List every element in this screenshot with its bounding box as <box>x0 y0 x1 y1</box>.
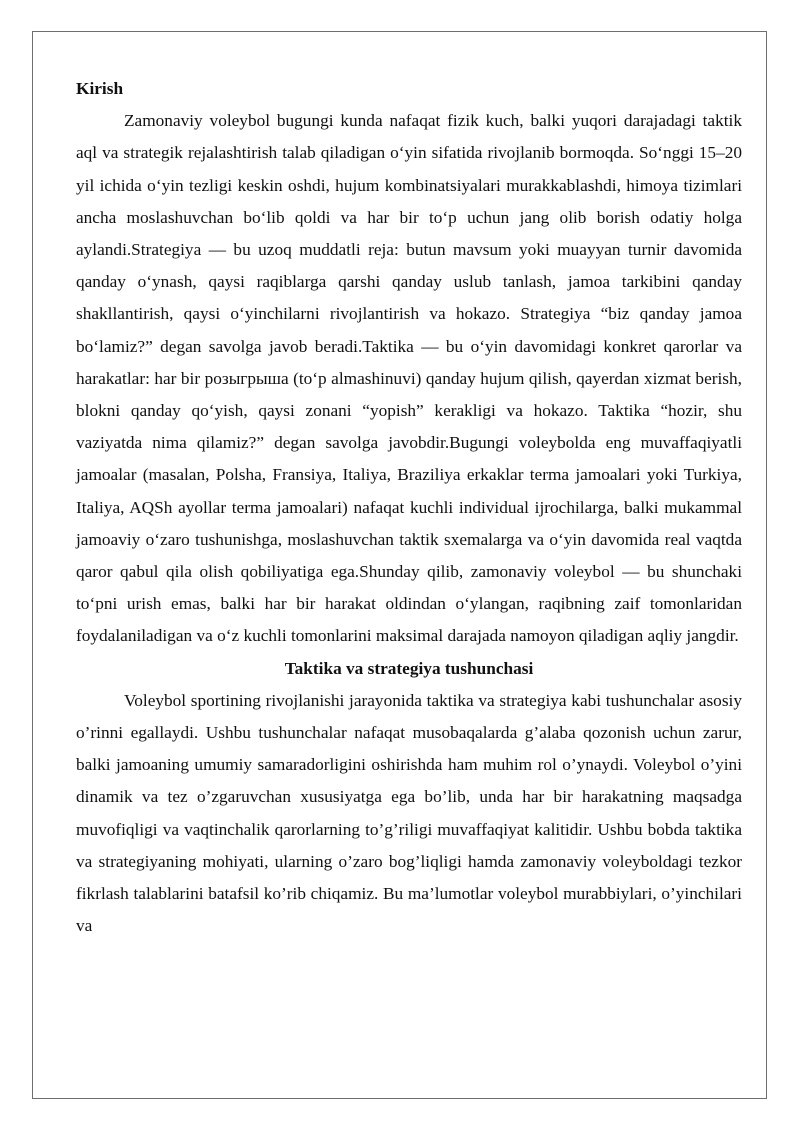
section-heading-kirish: Kirish <box>76 79 124 98</box>
paragraph-intro: Zamonaviy voleybol bugungi kunda nafaqat fizik kuch, balki yuqori darajadagi taktik aql va strategik rejalashtirish talab qiladigan o‘yin sifatida rivojlanib bormoqda. So‘nggi 15–20 yil ichida o‘yin tezligi keskin oshdi, hujum kombinatsiyalari murakkablashdi, himoya tizimlari ancha moslashuvchan bo‘lib qoldi va har bir to‘p uchun jang olib borish odatiy holga aylandi.Strategiya — bu uzoq muddatli reja: butun mavsum yoki muayyan turnir davomida qanday o‘ynash, qaysi raqiblarga qarshi qanday uslub tanlash, jamoa tarkibini qanday shakllantirish, qaysi o‘yinchilarni rivojlantirish va hokazo. Strategiya “biz qanday jamoa bo‘lamiz?” degan savolga javob beradi.Taktika — bu o‘yin davomidagi konkret qarorlar va harakatlar: har bir розыгрыша (to‘p almashinuvi) qanday hujum qilish, qayerdan xizmat berish, blokni qanday qo‘yish, qaysi zonani “yopish” kerakligi va hokazo. Taktika “hozir, shu vaziyatda nima qilamiz?” degan savolga javobdir.Bugungi voleybolda eng muvaffaqiyatli jamoalar (masalan, Polsha, Fransiya, Italiya, Braziliya erkaklar terma jamoalari yoki Turkiya, Italiya, AQSh ayollar terma jamoalari) nafaqat kuchli individual ijrochilarga, balki mukammal jamoaviy o‘zaro tushunishga, moslashuvchan taktik sxemalarga va o‘yin davomida real vaqtda qaror qabul qila olish qobiliyatiga ega.Shunday qilib, zamonaviy voleybol — bu shunchaki to‘pni urish emas, balki har bir harakat oldindan o‘ylangan, raqibning zaif tomonlaridan foydalaniladigan va o‘z kuchli tomonlarini maksimal darajada namoyon qiladigan aqliy jangdir. <box>76 111 742 646</box>
document-body <box>76 73 742 942</box>
document-page <box>32 31 767 1099</box>
section-heading-taktika: Taktika va strategiya tushunchasi <box>284 658 534 678</box>
paragraph-taktika: Voleybol sportining rivojlanishi jarayonida taktika va strategiya kabi tushunchalar asosiy o’rinni egallaydi. Ushbu tushunchalar nafaqat musobaqalarda g’alaba qozonish uchun zarur, balki jamoaning umumiy samaradorligini oshirishda ham muhim rol o’ynaydi. Voleybol o’yini dinamik va tez o’zgaruvchan xususiyatga ega bo’lib, unda har bir harakatning maqsadga muvofiqligi va vaqtinchalik qarorlarning to’g’riligi muvaffaqiyat kalitidir. Ushbu bobda taktika va strategiyaning mohiyati, ularning o’zaro bog’liqligi hamda zamonaviy voleyboldagi tezkor fikrlash talablarini batafsil ko’rib chiqamiz. Bu ma’lumotlar voleybol murabbiylari, o’yinchilari va <box>76 690 742 936</box>
